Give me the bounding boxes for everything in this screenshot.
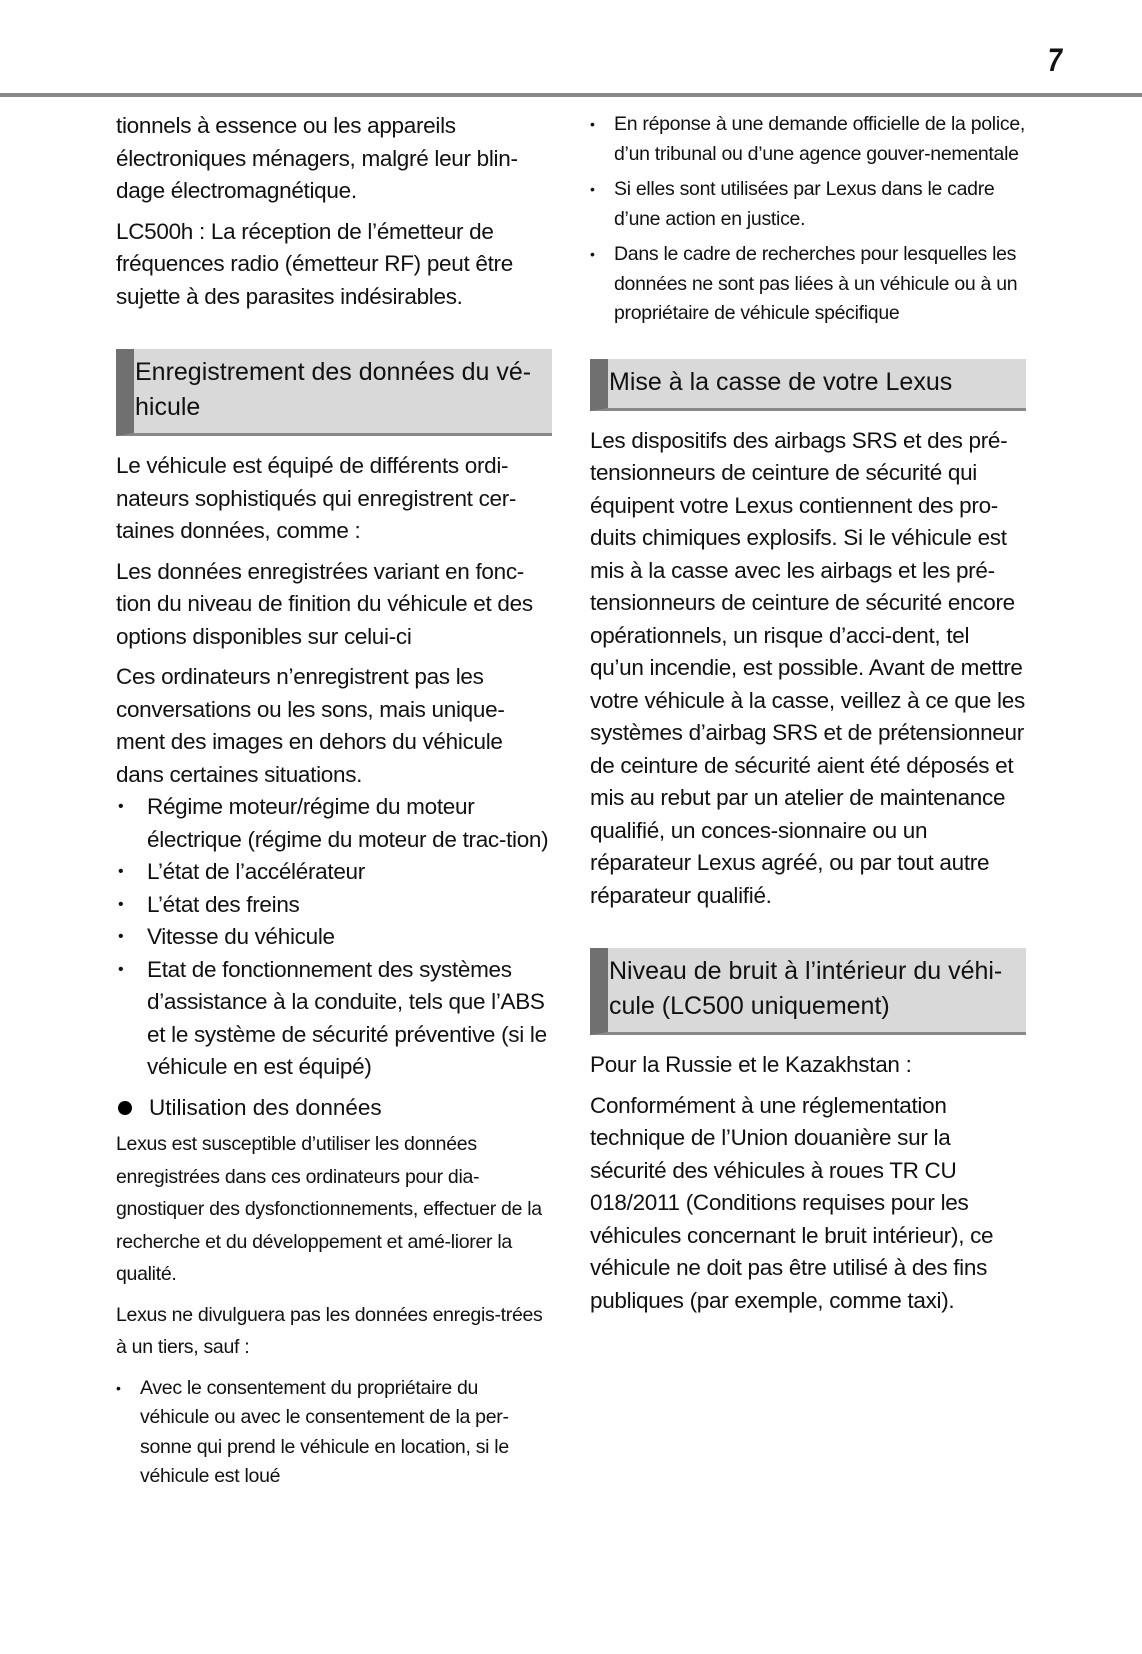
list-item: • Etat de fonctionnement des systèmes d’assistance à la conduite, tels que l’ABS et le système de sécurité préventive (si le véhicule en est équipé): [116, 954, 552, 1084]
list-item: • L’état des freins: [116, 889, 552, 922]
subheading-text: Utilisation des données: [149, 1094, 382, 1120]
body-paragraph: Ces ordinateurs n’enregistrent pas les conversations ou les sons, mais unique-ment des images en dehors du véhicule dans certaines situations.: [116, 664, 505, 787]
section-heading-scrapping: Mise à la casse de votre Lexus: [590, 359, 1026, 411]
intro-paragraph: LC500h : La réception de l’émetteur de fréquences radio (émetteur RF) peut être sujette à des parasites indésirables.: [116, 218, 513, 309]
body-paragraph-small: Lexus ne divulguera pas les données enregis-trées à un tiers, sauf :: [116, 1303, 543, 1358]
body-paragraph: Les dispositifs des airbags SRS et des pré-tensionneurs de ceinture de sécurité qui équipent votre Lexus contiennent des pro-duits chimiques explosifs. Si le véhicule est mis à la casse avec les airbags et les pré-tensionneurs de ceinture de sécurité encore opérationnels, un risque d’acci-dent, tel qu’un incendie, est possible. Avant de mettre votre véhicule à la casse, veillez à ce que les systèmes d’airbag SRS et de prétensionneur de ceinture de sécurité aient été déposés et mis au rebut par un atelier de maintenance qualifié, un conces-sionnaire ou un réparateur Lexus agréé, ou par tout autre réparateur qualifié.: [590, 427, 1025, 908]
subheading-data-usage: [116, 1092, 552, 1125]
bullet-dot-icon: [118, 1101, 132, 1115]
page-number: 7: [1047, 42, 1063, 78]
list-item: • Régime moteur/régime du moteur électrique (régime du moteur de trac-tion): [116, 791, 552, 856]
list-item: • Si elles sont utilisées par Lexus dans le cadre d’une action en justice.: [590, 175, 1026, 234]
list-item: • Avec le consentement du propriétaire du véhicule ou avec le consentement de la per-sonne qui prend le véhicule en location, si le véhicule est loué: [116, 1374, 552, 1492]
section-heading-noise-level: Niveau de bruit à l’intérieur du véhi-cule (LC500 uniquement): [590, 948, 1026, 1035]
left-column: [116, 110, 552, 1500]
list-item: • Dans le cadre de recherches pour lesquelles les données ne sont pas liées à un véhicule ou à un propriétaire de véhicule spécifique: [590, 240, 1026, 329]
list-item: • Vitesse du véhicule: [116, 921, 552, 954]
list-item: • L’état de l’accélérateur: [116, 856, 552, 889]
body-paragraph: Le véhicule est équipé de différents ordi-nateurs sophistiqués qui enregistrent cer-taines données, comme :: [116, 453, 517, 543]
intro-paragraph: tionnels à essence ou les appareils électroniques ménagers, malgré leur blin-dage électromagnétique.: [116, 113, 518, 203]
body-paragraph: Pour la Russie et le Kazakhstan :: [590, 1052, 912, 1077]
body-paragraph-small: Lexus est susceptible d’utiliser les données enregistrées dans ces ordinateurs pour dia-gnostiquer des dysfonctionnements, effectuer de la recherche et du développement et amé-liorer la qualité.: [116, 1133, 542, 1285]
body-paragraph: Conformément à une réglementation technique de l’Union douanière sur la sécurité des véhicules à roues TR CU 018/2011 (Conditions requises pour les véhicules concernant le bruit intérieur), ce véhicule ne doit pas être utilisé à des fins publiques (par exemple, comme taxi).: [590, 1092, 994, 1313]
section-heading-data-recording: Enregistrement des données du vé-hicule: [116, 349, 552, 436]
list-item: • En réponse à une demande officielle de la police, d’un tribunal ou d’une agence gouver-nementale: [590, 110, 1026, 169]
exceptions-list-left: [116, 1374, 552, 1492]
right-column: [590, 110, 1026, 1325]
exceptions-list-right: [590, 110, 1026, 329]
body-paragraph: Les données enregistrées variant en fonc-tion du niveau de finition du véhicule et des options disponibles sur celui-ci: [116, 558, 533, 649]
header-rule: [0, 93, 1142, 97]
recorded-data-list: [116, 791, 552, 1084]
